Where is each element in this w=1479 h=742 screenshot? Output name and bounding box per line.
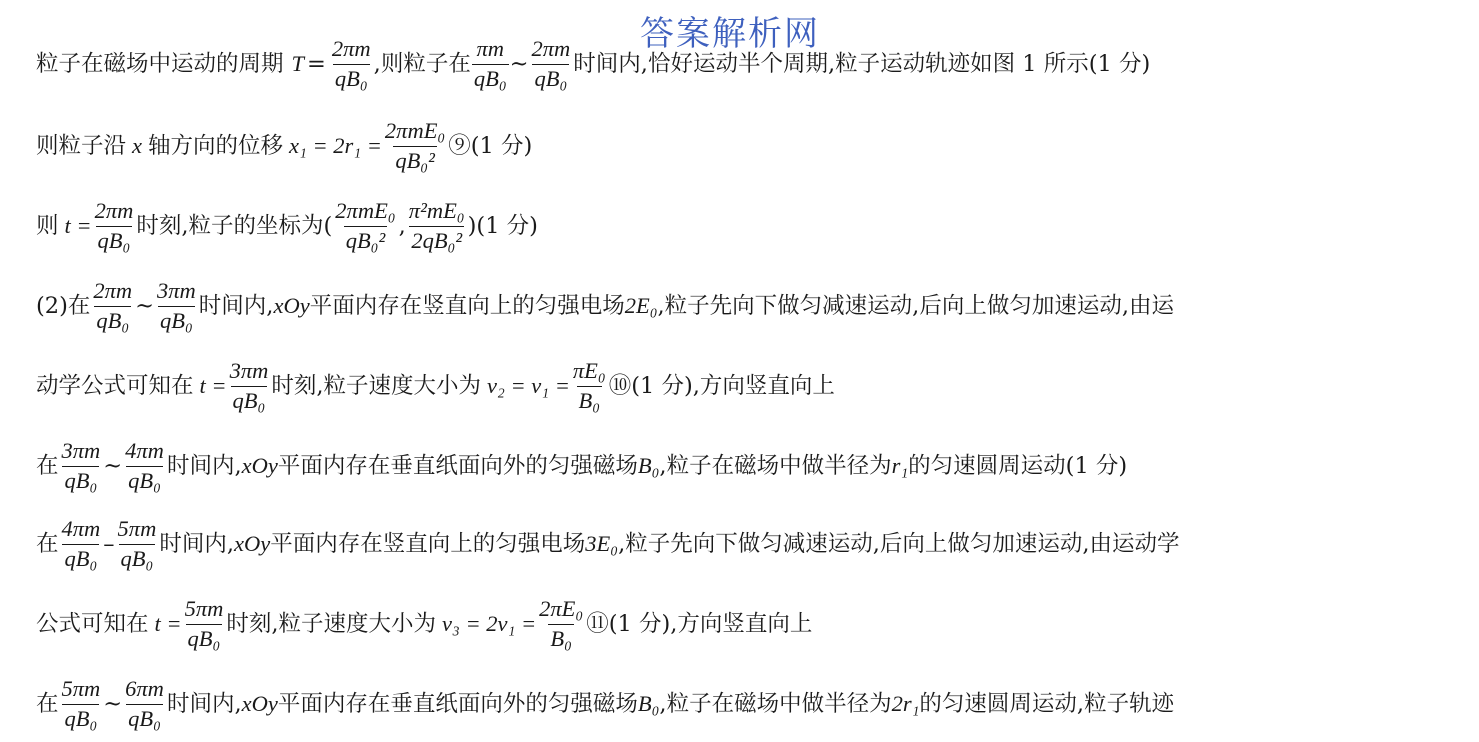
text-line-8	[36, 598, 1465, 650]
line-text: 则	[36, 212, 59, 239]
fraction	[407, 200, 467, 252]
line-text: 粒子在磁场中运动的周期	[36, 50, 284, 77]
period-symbol: T	[291, 50, 305, 76]
plane-symbol: xOy	[241, 690, 278, 716]
line-text: 时间内,	[159, 530, 234, 557]
line-text: 在	[36, 690, 59, 717]
fraction-denominator: qB₀	[97, 227, 131, 253]
fraction	[571, 360, 608, 412]
field-strength-symbol: 2E₀	[624, 292, 658, 318]
range-sign: ~	[509, 50, 529, 77]
line-text: 轴方向的位移	[148, 132, 284, 159]
fraction-denominator: qB₀	[232, 387, 266, 413]
text-line-7	[36, 518, 1465, 570]
fraction	[530, 38, 573, 90]
watermark-text: 答案解析网	[640, 14, 820, 54]
fraction-numerator: 2πE₀	[539, 596, 584, 621]
fraction-numerator: 2πmE₀	[335, 198, 396, 223]
fraction	[116, 518, 159, 570]
fraction-numerator: 2πmE₀	[384, 118, 446, 143]
plane-symbol: xOy	[273, 292, 310, 318]
math-expression: v₂ = v₁ =	[487, 372, 570, 398]
math-expression: x₁ = 2r₁ =	[289, 132, 382, 158]
fraction	[155, 280, 198, 332]
line-text: ⑩(1 分),方向竖直向上	[608, 372, 835, 399]
line-text: ,粒子在磁场中做半径为	[659, 452, 892, 479]
line-text: 时间内,恰好运动半个周期,粒子运动轨迹如图 1 所示(1 分)	[573, 50, 1151, 77]
line-text: 平面内存在垂直纸面向外的匀强磁场	[277, 452, 638, 479]
fraction	[330, 38, 373, 90]
fraction-numerator: πE₀	[572, 358, 606, 383]
fraction	[333, 200, 397, 252]
line-text: 时刻,粒子速度大小为	[271, 372, 482, 399]
line-text: 动学公式可知在	[36, 372, 194, 399]
fraction-denominator: 2qB₀²	[411, 227, 463, 253]
fraction	[383, 120, 447, 172]
fraction-denominator: qB₀	[187, 625, 221, 651]
line-text: ,粒子在磁场中做半径为	[659, 690, 892, 717]
line-text: 时刻,粒子速度大小为	[226, 610, 437, 637]
line-text: ,则粒子在	[373, 50, 471, 77]
line-text: 公式可知在	[36, 610, 149, 637]
fraction-denominator: B₀	[550, 625, 572, 651]
fraction-denominator: qB₀	[334, 65, 368, 91]
line-text: 时间内,	[166, 690, 242, 717]
line-text: ⑨(1 分)	[448, 132, 533, 159]
fraction	[472, 38, 509, 90]
math-expression: t =	[199, 372, 227, 398]
fraction-numerator: 3πm	[61, 438, 101, 463]
fraction-numerator: 4πm	[61, 516, 101, 541]
fraction-denominator: qB₀²	[345, 227, 386, 253]
fraction	[60, 678, 103, 730]
range-sign: ~	[103, 452, 123, 479]
fraction-denominator: qB₀	[128, 705, 161, 731]
fraction	[123, 440, 166, 492]
range-sign: –	[103, 530, 115, 557]
text-line-1	[36, 38, 1465, 90]
line-text: 平面内存在垂直纸面向外的匀强磁场	[277, 690, 638, 717]
text-line-5	[36, 360, 1465, 412]
fraction-denominator: qB₀²	[395, 147, 435, 173]
line-text: ⑪(1 分),方向竖直向上	[586, 610, 813, 637]
fraction-numerator: π²mE₀	[408, 198, 465, 223]
fraction-numerator: 5πm	[117, 516, 157, 541]
text-line-2	[36, 120, 1465, 172]
fraction-numerator: 2πm	[93, 278, 133, 303]
range-sign: ~	[103, 690, 123, 717]
text-line-4	[36, 280, 1465, 332]
line-text: 的匀速圆周运动(1 分)	[908, 452, 1128, 479]
line-text: 时刻,粒子的坐标为(	[136, 212, 333, 239]
fraction-denominator: B₀	[578, 387, 601, 413]
field-strength-symbol: 3E₀	[585, 530, 619, 556]
fraction-numerator: 5πm	[184, 596, 224, 621]
fraction-numerator: 3πm	[157, 278, 196, 303]
line-text: 时间内,	[166, 452, 242, 479]
fraction	[183, 598, 226, 650]
text-line-3	[36, 200, 1465, 252]
comma: ,	[398, 212, 406, 239]
math-expression: v₃ = 2v₁ =	[442, 610, 537, 636]
text-line-9	[36, 678, 1465, 730]
line-text: 在	[36, 530, 59, 557]
text-line-6	[36, 440, 1465, 492]
radius-symbol: r₁	[891, 452, 909, 478]
plane-symbol: xOy	[241, 452, 278, 478]
magnetic-field-symbol: B₀	[637, 690, 660, 716]
line-text: 则粒子沿	[36, 132, 127, 159]
fraction-numerator: 2πm	[331, 36, 371, 61]
fraction-denominator: qB₀	[120, 545, 154, 571]
fraction-numerator: 5πm	[61, 676, 101, 701]
fraction-numerator: 2πm	[531, 36, 571, 61]
line-text: 平面内存在竖直向上的匀强电场	[309, 292, 625, 319]
fraction	[228, 360, 271, 412]
line-text: 在	[36, 452, 59, 479]
fraction-denominator: qB₀	[64, 545, 98, 571]
math-expression: t =	[64, 212, 92, 238]
fraction-denominator: qB₀	[534, 65, 568, 91]
equals-sign: =	[307, 50, 326, 77]
magnetic-field-symbol: B₀	[637, 452, 660, 478]
plane-symbol: xOy	[233, 530, 271, 556]
fraction	[91, 280, 134, 332]
line-text: 的匀速圆周运动,粒子轨迹	[919, 690, 1175, 717]
line-text: )(1 分)	[467, 212, 538, 239]
fraction-numerator: 6πm	[125, 676, 164, 701]
line-text: ,粒子先向下做匀减速运动,后向上做匀加速运动,由运	[657, 292, 1174, 319]
fraction	[60, 440, 103, 492]
line-text: (2)在	[36, 292, 91, 319]
radius-symbol: 2r₁	[891, 690, 920, 716]
fraction-denominator: qB₀	[64, 467, 98, 493]
fraction-numerator: 2πm	[94, 198, 134, 223]
fraction-numerator: πm	[476, 36, 504, 61]
fraction	[60, 518, 103, 570]
fraction	[123, 678, 166, 730]
fraction-denominator: qB₀	[128, 467, 161, 493]
fraction-denominator: qB₀	[159, 307, 193, 333]
fraction	[93, 200, 136, 252]
line-text: 平面内存在竖直向上的匀强电场	[270, 530, 586, 557]
fraction-denominator: qB₀	[64, 705, 98, 731]
fraction-denominator: qB₀	[473, 65, 507, 91]
line-text: ,粒子先向下做匀减速运动,后向上做匀加速运动,由运动学	[618, 530, 1180, 557]
fraction-numerator: 3πm	[229, 358, 269, 383]
math-expression: t =	[154, 610, 182, 636]
axis-symbol: x	[132, 132, 143, 158]
fraction	[537, 598, 585, 650]
fraction-numerator: 4πm	[125, 438, 164, 463]
fraction-denominator: qB₀	[96, 307, 130, 333]
line-text: 时间内,	[198, 292, 274, 319]
range-sign: ~	[135, 292, 155, 319]
